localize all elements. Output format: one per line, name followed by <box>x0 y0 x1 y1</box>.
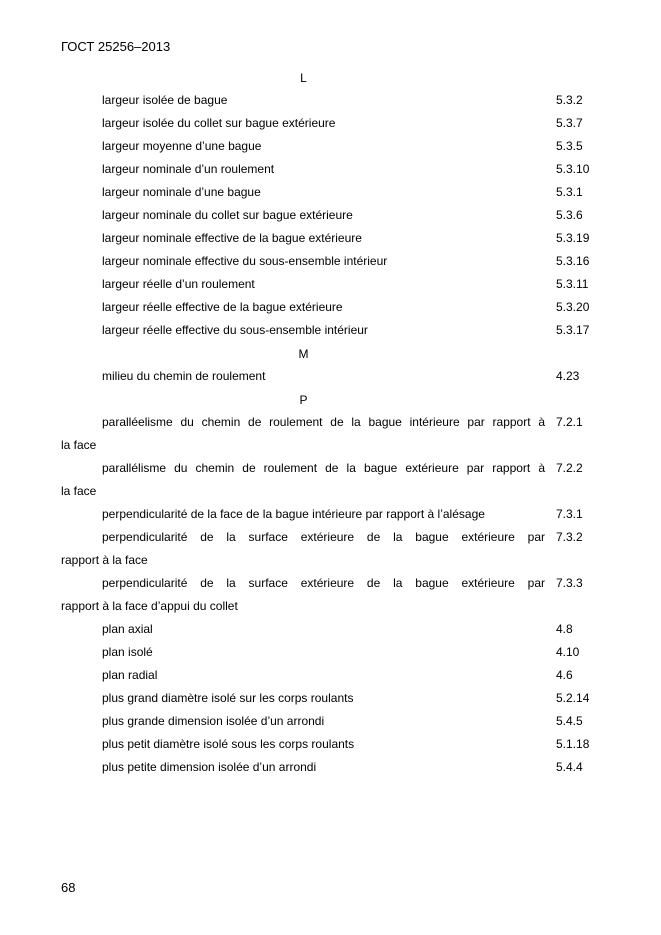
index-ref: 5.3.20 <box>556 300 590 314</box>
index-ref: 5.1.18 <box>556 737 590 751</box>
section-letter: M <box>298 347 309 361</box>
index-entry <box>0 574 661 597</box>
index-term: largeur nominale effective du sous-ensemble intérieur <box>102 254 388 268</box>
index-term: milieu du chemin de roulement <box>102 369 266 383</box>
index-ref: 5.3.16 <box>556 254 590 268</box>
index-entry <box>0 735 661 758</box>
index-ref: 4.6 <box>556 668 573 682</box>
index-entry-continuation <box>0 597 661 620</box>
index-term-continuation: rapport à la face d’appui du collet <box>61 599 238 613</box>
index-term: perpendicularité de la surface extérieure de la bague extérieure par <box>102 576 545 590</box>
index-term: perpendicularité de la face de la bague intérieure par rapport à l’alésage <box>102 507 485 521</box>
index-term: parallélisme du chemin de roulement de la bague extérieure par rapport à <box>102 461 545 475</box>
section-letter: P <box>299 393 308 407</box>
index-term: largeur isolée du collet sur bague extérieure <box>102 116 336 130</box>
index-entry-continuation <box>0 482 661 505</box>
index-ref: 7.2.1 <box>556 415 583 429</box>
index-ref: 5.3.5 <box>556 139 583 153</box>
section-letter: L <box>300 71 307 85</box>
index-term: plan radial <box>102 668 158 682</box>
index-ref: 5.2.14 <box>556 691 590 705</box>
index-entry <box>0 160 661 183</box>
index-term: largeur réelle effective du sous-ensemble intérieur <box>102 323 368 337</box>
index-entry <box>0 367 661 390</box>
index-ref: 5.3.7 <box>556 116 583 130</box>
index-term: paralléelisme du chemin de roulement de la bague intérieure par rapport à <box>102 415 545 429</box>
index-ref: 7.3.1 <box>556 507 583 521</box>
index-entry-continuation <box>0 436 661 459</box>
index-term: largeur moyenne d’une bague <box>102 139 262 153</box>
index-term: largeur nominale d’une bague <box>102 185 261 199</box>
index-ref: 7.3.2 <box>556 530 583 544</box>
index-entry <box>0 183 661 206</box>
index-entry <box>0 712 661 735</box>
index-entry <box>0 252 661 275</box>
index-ref: 5.4.5 <box>556 714 583 728</box>
index-entry <box>0 114 661 137</box>
index-entry <box>0 528 661 551</box>
index-ref: 5.3.19 <box>556 231 590 245</box>
page-number: 68 <box>61 880 76 895</box>
index-entry <box>0 137 661 160</box>
index-term: plan axial <box>102 622 153 636</box>
index-term: plus grande dimension isolée d’un arrondi <box>102 714 325 728</box>
index-entry-continuation <box>0 551 661 574</box>
index-entry <box>0 298 661 321</box>
index-ref: 5.3.2 <box>556 93 583 107</box>
index-entry <box>0 643 661 666</box>
index-entry <box>0 206 661 229</box>
index-term: largeur réelle d’un roulement <box>102 277 255 291</box>
index-entry <box>0 505 661 528</box>
index-ref: 5.3.11 <box>556 277 589 291</box>
index-ref: 4.8 <box>556 622 573 636</box>
index-entry <box>0 459 661 482</box>
index-entry <box>0 758 661 781</box>
index-ref: 4.23 <box>556 369 580 383</box>
index-term: plus grand diamètre isolé sur les corps roulants <box>102 691 354 705</box>
index-term-continuation: la face <box>61 484 97 498</box>
index-entry <box>0 229 661 252</box>
index-term-continuation: rapport à la face <box>61 553 148 567</box>
index-entry <box>0 91 661 114</box>
index-ref: 5.3.6 <box>556 208 583 222</box>
index-ref: 4.10 <box>556 645 580 659</box>
index-entry <box>0 413 661 436</box>
index-term: largeur nominale du collet sur bague extérieure <box>102 208 353 222</box>
index-term: plus petit diamètre isolé sous les corps roulants <box>102 737 355 751</box>
index-term: largeur réelle effective de la bague extérieure <box>102 300 343 314</box>
section-letter-row <box>0 390 661 413</box>
index-ref: 5.3.10 <box>556 162 590 176</box>
index-entry <box>0 689 661 712</box>
index-term-continuation: la face <box>61 438 97 452</box>
index-term: largeur isolée de bague <box>102 93 228 107</box>
index-term: largeur nominale d’un roulement <box>102 162 275 176</box>
index-entry <box>0 666 661 689</box>
index-term: perpendicularité de la surface extérieure de la bague extérieure par <box>102 530 545 544</box>
section-letter-row <box>0 68 661 91</box>
index-ref: 5.3.17 <box>556 323 590 337</box>
index-list <box>0 68 661 781</box>
index-ref: 5.4.4 <box>556 760 583 774</box>
index-entry <box>0 321 661 344</box>
index-term: largeur nominale effective de la bague extérieure <box>102 231 362 245</box>
index-entry <box>0 275 661 298</box>
index-term: plus petite dimension isolée d’un arrondi <box>102 760 317 774</box>
section-letter-row <box>0 344 661 367</box>
index-ref: 5.3.1 <box>556 185 583 199</box>
index-term: plan isolé <box>102 645 153 659</box>
index-ref: 7.2.2 <box>556 461 583 475</box>
page-header: ГОСТ 25256–2013 <box>61 39 171 54</box>
index-ref: 7.3.3 <box>556 576 583 590</box>
index-entry <box>0 620 661 643</box>
